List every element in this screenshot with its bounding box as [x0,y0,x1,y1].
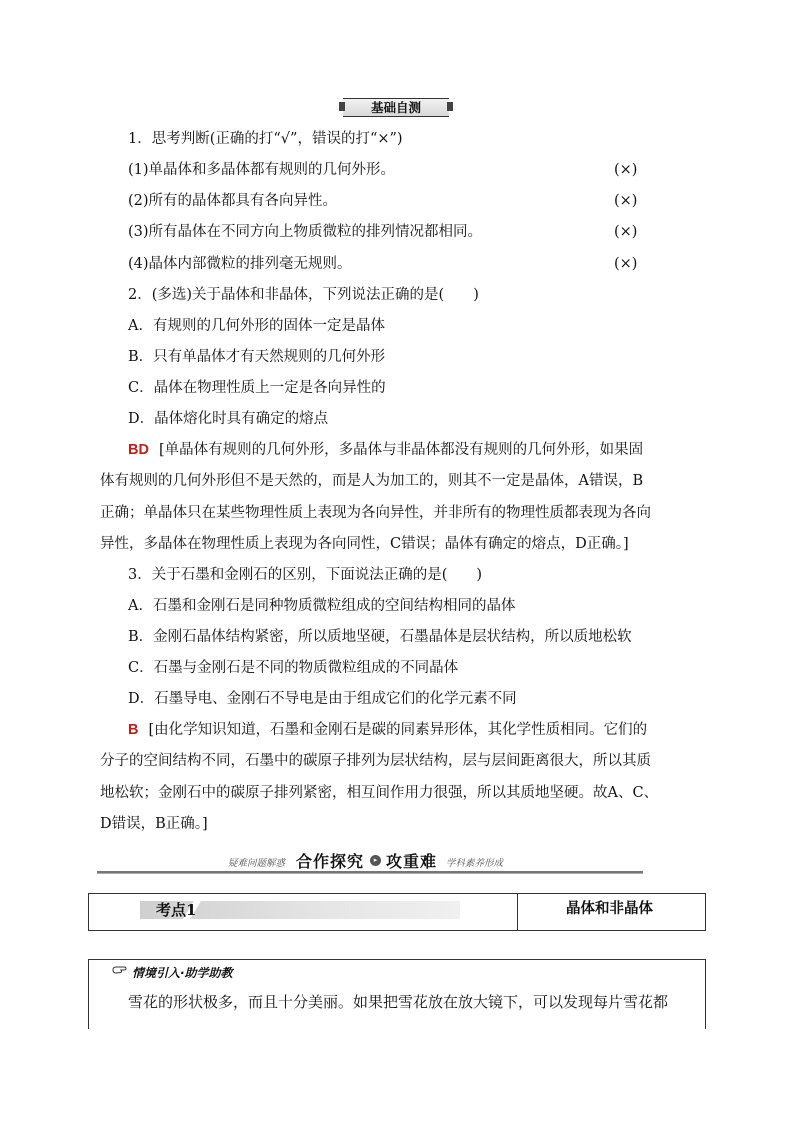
question-1-title: 1．思考判断(正确的打“√”，错误的打“×”) [128,131,403,147]
q2-option-b: B．只有单晶体才有天然规则的几何外形 [128,349,386,365]
q2-option-d: D．晶体熔化时具有确定的熔点 [128,411,329,427]
q2-explanation-line-1: BD [单晶体有规则的几何外形，多晶体与非晶体都没有规则的几何外形，如果固 [128,442,644,458]
q3-explanation-line-1: B [由化学知识知道，石墨和金刚石是碳的同素异形体，其化学性质相同。它们的 [128,722,648,738]
q3-option-d: D．石墨导电、金刚石不导电是由于组成它们的化学元素不同 [128,691,517,707]
q2-option-c: C．晶体在物理性质上一定是各向异性的 [128,380,386,396]
q1-item-2-mark: (×) [614,193,638,209]
q1-item-2: (2)所有的晶体都具有各向异性。 [128,193,338,209]
q1-item-4: (4)晶体内部微粒的排列毫无规则。 [128,256,352,272]
kaodian-label: 考点1 [156,901,197,919]
q1-item-1-mark: (×) [614,162,638,178]
q3-option-c: C．石墨与金刚石是不同的物质微粒组成的不同晶体 [128,660,459,676]
divider-title-b: 攻重难 [386,852,438,871]
kaodian-title: 晶体和非晶体 [566,901,653,917]
question-2-title: 2．(多选)关于晶体和非晶体，下列说法正确的是( ) [128,287,479,303]
hand-pointer-icon [112,964,128,976]
q1-item-1: (1)单晶体和多晶体都有规则的几何外形。 [128,162,396,178]
q1-item-4-mark: (×) [614,256,638,272]
section-banner-basic-self-test: 基础自测 [343,98,449,117]
divider-title-a: 合作探究 [296,852,365,871]
q2-explanation-line-4: 异性，多晶体在物理性质上表现为各向同性，C错误；晶体有确定的熔点，D正确。] [100,536,629,552]
q1-item-3: (3)所有晶体在不同方向上物质微粒的排列情况都相同。 [128,224,483,240]
scene-text: 雪花的形状极多，而且十分美丽。如果把雪花放在放大镜下，可以发现每片雪花都 [128,993,669,1011]
question-3-title: 3．关于石墨和金刚石的区别，下面说法正确的是( ) [128,567,483,583]
q3-option-a: A．石墨和金刚石是同种物质微粒组成的空间结构相同的晶体 [128,598,516,614]
q3-explanation-line-4: D错误，B正确。] [100,816,208,832]
q3-explanation-line-3: 地松软；金刚石中的碳原子排列紧密，相互间作用力很强，所以其质地坚硬。故A、C、 [100,785,659,801]
q2-explanation-line-2: 体有规则的几何外形但不是天然的，而是人为加工的，则其不一定是晶体，A错误，B [100,473,644,489]
q3-answer: B [128,722,139,738]
divider-dot-icon: ▸ [370,855,381,866]
divider-right-caption: 学科素养形成 [446,858,504,869]
section-divider-line [97,873,643,874]
q2-option-a: A．有规则的几何外形的固体一定是晶体 [128,318,385,334]
q2-answer: BD [128,442,149,458]
scene-heading: 情境引入·助学助教 [132,966,233,980]
kaodian-box-separator [517,893,518,931]
q3-explanation-line-2: 分子的空间结构不同，石墨中的碳原子排列为层状结构，层与层间距离很大，所以其质 [100,753,651,769]
divider-left-caption: 疑难问题解惑 [228,858,286,869]
q1-item-3-mark: (×) [614,224,638,240]
q2-explanation-line-3: 正确；单晶体只在某些物理性质上表现为各向异性，并非所有的物理性质都表现为各向 [100,505,651,521]
q3-option-b: B．金刚石晶体结构紧密，所以质地坚硬，石墨晶体是层状结构，所以质地松软 [128,629,632,645]
